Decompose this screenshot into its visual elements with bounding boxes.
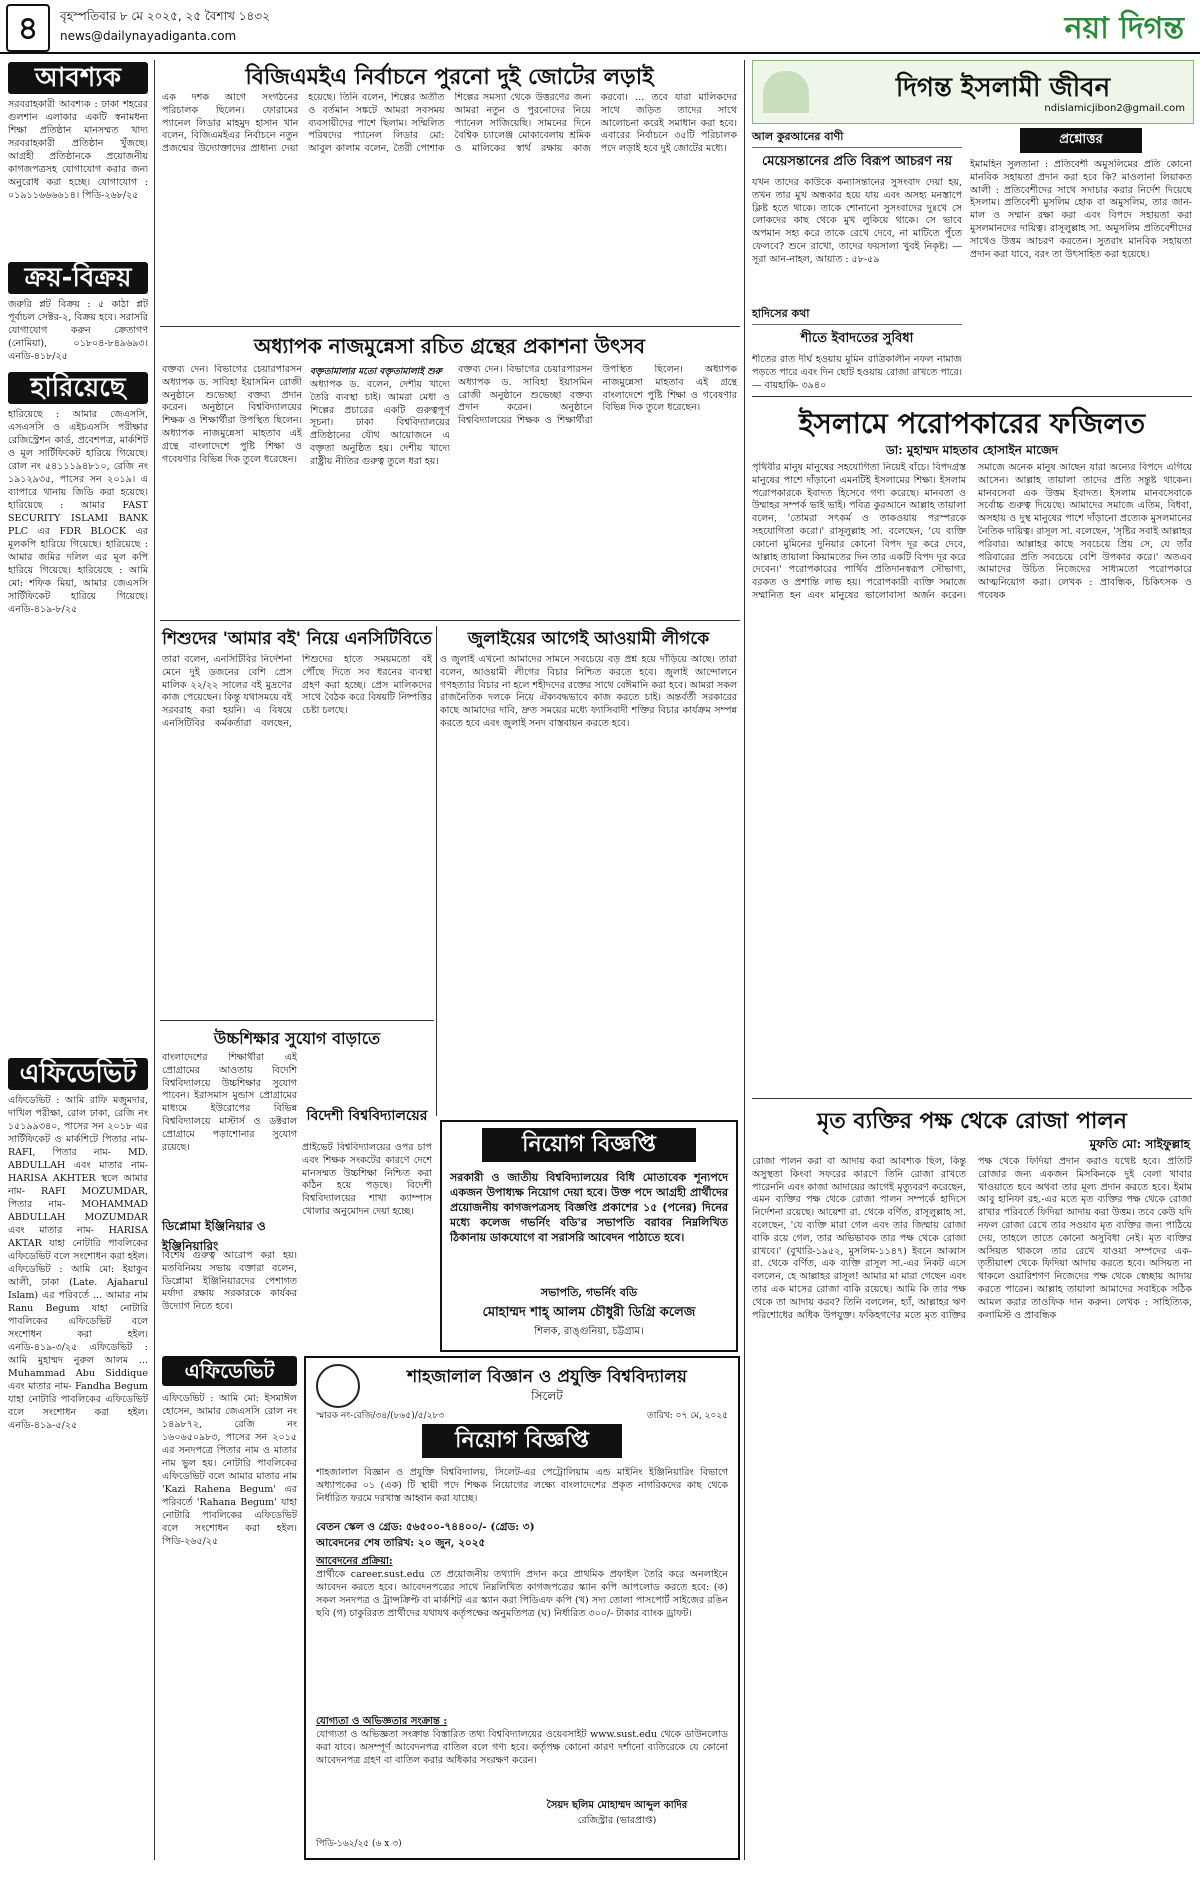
- story2-subhead: বক্তৃতামালার মতো বক্তৃতামালাই শুরু: [310, 367, 442, 377]
- notice2-qual-text: যোগ্যতা ও অভিজ্ঞতা সংক্রান্ত বিস্তারিত তথ্য বিশ্ববিদ্যালয়ের ওয়েবসাইট www.sust.edu থেকে ডাউনলোড করা যাবে। অসম্পূর্ণ আবেদনপত্র বাতিল বলে গণ্য হবে। কর্তৃপক্ষ কোনো কারণ দর্শানো ব্যতিরেকে যে কোনো আবেদনপত্র গ্রহণ বা বাতিল করার অধিকার সংরক্ষণ করেন।: [316, 1729, 728, 1766]
- affidavit-text: এফিডেভিট : আমি রাফি মজুমদার, দাখিল পরীক্ষা, রোল ঢাকা, রেজি নং ১৫১৯৯৩৪০, পাসের সন ২০১৮ এর সার্টিফিকেট ও মার্কশিটে পিতার নাম- RAFI, পিতার নাম- MD. ABDULLAH এবং মাতার নাম- HARISA AKHTER স্থলে আমার নাম- RAFI MOZUMDAR, পিতার নাম- MOHAMMAD ABDULLAH MOZUMDAR এবং মাতার নাম- HARISA AKTAR যাহা নোটারি পাবলিকের এফিডেভিট বলে সংশোধন করা হইল। এফিডেভিট : আমি মো: ইয়াকুব আলী, ঢাকা (Late. Ajaharul Islam) এর পরিবর্তে ... আমার নাম Ranu Begum যাহা নোটারি পাবলিকের এফিডেভিট বলে সংশোধন করা হইল। এনডি-৪১৯-৩/২৫ এফিডেভিট : আমি মুহাম্মদ নুরুল আলম ... Muhammad Abu Siddique এবং মাতার নাম- Fandha Begum যাহা নোটারি পাবলিকের এফিডেভিট বলে সংশোধন করা হইল। এনডি-৪১৯-৫/২৫: [8, 1095, 148, 1431]
- islam-band-title: দিগন্ত ইসলামী জীবন: [895, 73, 1111, 103]
- university-seal-icon: [316, 1364, 360, 1408]
- story2-body2: অধ্যাপক ড. বলেন, দেশীয় খাদ্যে তৈরি ব্যবস্থা চাই। আমরা মেধা ও শিল্পের প্রচারের একটি গুরুত্বপূর্ণ সূচনা। ঢাকা বিশ্ববিদ্যালয়ের প্রতিষ্ঠানের যৌথ আয়োজনে এ বক্তৃতা অনুষ্ঠিত হয়। দেশীয় খাদ্যে রাষ্ট্রীয় নীতির গুরুত্ব তুলে ধরা হয়।: [310, 379, 450, 467]
- notice2-apply-title: আবেদনের প্রক্রিয়া:: [316, 1556, 393, 1567]
- notice2-date: তারিখ: ০৭ মে, ২০২৫: [646, 1411, 728, 1421]
- hadith-label: হাদিসের কথা: [752, 305, 962, 325]
- mosque-icon: [763, 71, 809, 113]
- story5-body: বাংলাদেশের শিক্ষার্থীরা এই প্রোগ্রামের আওতায় বিদেশি বিশ্ববিদ্যালয়ে উচ্চশিক্ষার সুযোগ পাবেন। ইরাসমাস মুন্ডাস প্রোগ্রামের মাধ্যমে ইউরোপের বিভিন্ন বিশ্ববিদ্যালয়ে মাস্টার্স ও ডক্টরাল প্রোগ্রামে পড়াশোনার সুযোগ রয়েছে।: [162, 1052, 297, 1153]
- classified-column: [8, 62, 148, 1894]
- column-rule: [436, 626, 437, 1116]
- page-number: ৪: [6, 4, 50, 52]
- column-rule: [154, 60, 155, 1860]
- qa-label: প্রশ্নোত্তর: [1020, 128, 1142, 153]
- story4-body: ও জুলাই এখনো আমাদের সামনে সবচেয়ে বড় প্রশ্ন হয়ে দাঁড়িয়ে আছে। তারা বলেন, আওয়ামী লীগের বিচার নিশ্চিত করতে হবে। জুলাই আন্দোলনে গণহত্যার বিচার না হলে শহীদদের রক্তের সাথে বেঈমানি করা হবে। আমরা সকল রাজনৈতিক দলকে নিয়ে ঐক্যবদ্ধভাবে কাজ করতে চাই। অন্তর্বর্তী সরকারের কাছে আমাদের দাবি, দ্রুত সময়ের মধ্যে ফ্যাসিবাদী শক্তির বিচার কার্যক্রম সম্পন্ন করতে হবে এবং জুলাই সনদ বাস্তবায়ন করতে হবে।: [440, 654, 737, 729]
- notice2-university: শাহজালাল বিজ্ঞান ও প্রযুক্তি বিশ্ববিদ্যালয়: [407, 1367, 687, 1387]
- story2-body3: বক্তব্য দেন। বিভাগের চেয়ারপারসন অধ্যাপক ড. সাবিহা ইয়াসমিন রোজী অনুষ্ঠানে শুভেচ্ছা বক্তব্য প্রদান করেন। অনুষ্ঠানে বিশ্ববিদ্যালয়ের শিক্ষক ও শিক্ষার্থীরা উপস্থিত ছিলেন। অধ্যাপক নাজমুন্নেসা মাহতাব এই গ্রন্থে বাংলাদেশে পুষ্টি শিক্ষা ও গবেষণার বিভিন্ন দিক তুলে ধরেছেন।: [458, 364, 737, 427]
- rule: [752, 1098, 1192, 1099]
- wanted-heading: আবশ্যক: [8, 62, 148, 94]
- newspaper-logo: নয়া দিগন্ত: [1064, 11, 1184, 46]
- quran-title: মেয়েসন্তানের প্রতি বিরূপ আচরণ নয়: [762, 154, 952, 169]
- story1-headline: বিজিএমইএ নির্বাচনে পুরনো দুই জোটের লড়াই: [245, 65, 654, 90]
- fast-author: মুফতি মো: সাইফুল্লাহ: [1089, 1137, 1190, 1151]
- notice2-code: পিডি-১৬২/২৫ (৬ x ৩): [316, 1839, 402, 1849]
- rule: [160, 620, 740, 621]
- story2-col2: [310, 364, 450, 614]
- notice2-signer-role: রেজিস্ট্রার (ভারপ্রাপ্ত): [577, 1815, 657, 1826]
- affidavit2-heading: এফিডেভিট: [162, 1356, 297, 1386]
- story5-body2: বিশেষ গুরুত্ব আরোপ করা হয়। মতবিনিময় সভায় বক্তারা বলেন, ডিপ্লোমা ইঞ্জিনিয়ারদের পেশাগত মর্যাদা রক্ষায় সরকারকে কার্যকর উদ্যোগ নিতে হবে।: [162, 1250, 297, 1313]
- qa-text: ইমামহিন সুলতানা : প্রতিবেশী অমুসলিমের প্রতি কোনো মানবিক সহায়তা প্রদান করা হবে কি? মাওলানা লিয়াকত আলী : প্রতিবেশীদের সাথে সদাচার করার নির্দেশ দিয়েছে ইসলাম। প্রতিবেশী মুসলিম হোক বা অমুসলিম, তার জান-মাল ও সম্মান রক্ষা করা এবং বিপদে সহায়তা করা মুসলমানদের দায়িত্ব। রাসূলুল্লাহ সা. অমুসলিম প্রতিবেশীদের সাথেও উত্তম আচরণ করতেন। সুতরাং মানবিক সহায়তা প্রদান করা যাবে, বরং তা উৎসাহিত করা হয়েছে।: [970, 159, 1192, 260]
- story5-subhead: ডিপ্লোমা ইঞ্জিনিয়ার ও ইঞ্জিনিয়ারিং: [162, 1219, 266, 1253]
- story2-body: বক্তব্য দেন। বিভাগের চেয়ারপারসন অধ্যাপক ড. সাবিহা ইয়াসমিন রোজী অনুষ্ঠানে শুভেচ্ছা বক্তব্য প্রদান করেন। অনুষ্ঠানে বিশ্ববিদ্যালয়ের শিক্ষক ও শিক্ষার্থীরা উপস্থিত ছিলেন। অধ্যাপক নাজমুন্নেসা মাহতাব এই গ্রন্থে বাংলাদেশে পুষ্টি শিক্ষা ও গবেষণার বিভিন্ন দিক তুলে ধরেছেন।: [162, 364, 302, 465]
- story5-headline: উচ্চশিক্ষার সুযোগ বাড়াতে: [213, 1029, 381, 1048]
- fast-title: মৃত ব্যক্তির পক্ষ থেকে রোজা পালন: [817, 1109, 1127, 1134]
- quran-box: [752, 128, 962, 390]
- header-rule: [0, 52, 1200, 54]
- story3-body: তারা বলেন, এনসিটিবির নির্দেশনা মেনে দুই ডজনের বেশি প্রেস মালিক ২২/২২ সালের বই মুদ্রণের কাজ পেয়েছেন। কিন্তু যথাসময়ে বই সরবরাহ করা হয়নি। এ বিষয়ে এনসিটিবির কর্মকর্তারা বলছেন, শিশুদের হাতে সময়মতো বই পৌঁছে দিতে সব ধরনের ব্যবস্থা গ্রহণ করা হচ্ছে। প্রেস মালিকদের সাথে বৈঠক করে বিষয়টি নিষ্পত্তির চেষ্টা চলছে।: [162, 654, 432, 729]
- story6-body: প্রাইভেট বিশ্ববিদ্যালয়ের ওপর চাপ এবং শিক্ষক সংকটের কারণে দেশে মানসম্মত উচ্চশিক্ষা নিশ্চিত করা কঠিন হয়ে পড়ছে। বিদেশী বিশ্ববিদ্যালয়ের শাখা ক্যাম্পাস খোলার অনুমোদন দেয়া হচ্ছে।: [302, 1142, 432, 1217]
- trade-text: জরুরি প্লট বিক্রয় : ৫ কাঠা প্লট পূর্বাচল সেক্টর-২, বিক্রয় হবে। সরাসরি যোগাযোগ করুন ক্রেতাগণ (নোমিয়া), ০১৮০৪-৮৪৯৬৯৩। এনডি-৪১৮/২৫: [8, 299, 148, 362]
- rule: [752, 396, 1192, 397]
- dateline: [60, 6, 270, 46]
- email-text[interactable]: news@dailynayadiganta.com: [60, 29, 237, 43]
- hadith-title: শীতে ইবাদতের সুবিধা: [800, 331, 914, 346]
- notice2-pay: বেতন স্কেল ও গ্রেড: ৫৬৫০০-৭৪৪০০/- (গ্রেড: ৩): [316, 1521, 535, 1533]
- notice2-box: [304, 1356, 740, 1860]
- notice2-ref: স্মারক নং-রেজি/৩৪/(৮৬৫)/৫/২৮৩: [316, 1411, 445, 1421]
- notice1-title: নিয়োগ বিজ্ঞপ্তি: [482, 1128, 696, 1162]
- rule: [160, 1020, 434, 1021]
- islam-band: [752, 60, 1194, 124]
- notice1-signer: সভাপতি, গভর্নিং বডি: [540, 1286, 638, 1299]
- story6-headline: বিদেশী বিশ্ববিদ্যালয়ের: [306, 1108, 428, 1124]
- notice1-college: মোহাম্মদ শাহ্ আলম চৌধুরী ডিগ্রি কলেজ: [482, 1305, 696, 1320]
- column-rule: [744, 60, 745, 1860]
- notice2-title: নিয়োগ বিজ্ঞপ্তি: [422, 1424, 622, 1458]
- notice2-qual-title: যোগ্যতা ও অভিজ্ঞতার সংক্রান্ত :: [316, 1716, 448, 1727]
- wanted-text: সরবরাহকারী আবশ্যক : ঢাকা শহরের গুলশান এলাকার একটি স্বনামধন্য শিক্ষা প্রতিষ্ঠান মানসম্মত খাদ্য সরবরাহকারী প্রতিষ্ঠান খুঁজছে। আগ্রহী প্রতিষ্ঠানকে প্রয়োজনীয় কাগজপত্রসহ যোগাযোগ করার জন্য অনুরোধ করা হচ্ছে। যোগাযোগ : ০১৯১১৬৬৬৬১৪। পিডি-২৬৮/২৫: [8, 99, 148, 201]
- notice2-city: সিলেট: [531, 1389, 563, 1403]
- story1-body: এক দশক আগে সংগঠনের পরিচালক ছিলেন। ফোরামের প্যানেল লিডার মাহমুদ হাসান খান বলেন, বিজিএমইএর নির্বাচনে নতুন প্রজন্মের উদ্যোক্তাদের প্রাধান্য দেয়া হয়েছে। তিনি বলেন, শিল্পের অতীত ও বর্তমান সঙ্কটে আমরা সবসময় ব্যবসায়ীদের পাশে ছিলাম। সম্মিলিত পরিষদের প্যানেল লিডার মো: আবুল কালাম বলেন, তৈরী পোশাক শিল্পের সমস্যা থেকে উত্তরণের জন্য আমরা নতুন ও পুরনোদের নিয়ে প্যানেল সাজিয়েছি। সামনের দিনে বৈশ্বিক চ্যালেঞ্জ মোকাবেলায় শ্রমিক ও মালিকের স্বার্থ রক্ষায় কাজ করবো। ... তবে যারা মালিকদের সাথে জড়িত তাদের সাথে আলোচনা করেই সমাধান করা হবে। এবারের নির্বাচনে ৩৫টি পরিচালক পদে লড়াই হবে দুই জোটের মধ্যে।: [162, 92, 737, 155]
- story2-headline: অধ্যাপক নাজমুন্নেসা রচিত গ্রন্থের প্রকাশনা উৎসব: [254, 334, 645, 358]
- islam-main-text: পৃথিবীর মানুষ মানুষের সহযোগিতা নিয়েই বাঁচে। বিপদগ্রস্ত মানুষের পাশে দাঁড়ানো এমনটিই ইসলামের শিক্ষা। ইসলাম পরোপকারকে ইবাদত হিসেবে গণ্য করেছে। মানবতা ও উম্মাহর সম্পর্ক ভাই ভাই। পবিত্র কুরআনে আল্লাহ তায়ালা বলেন, 'তোমরা সৎকর্ম ও তাকওয়ায় পরস্পরকে সহযোগিতা করো।' রাসূলুল্লাহ সা. বলেছেন, 'যে ব্যক্তি কোনো মুমিনের দুনিয়ার কোনো বিপদ দূর করে দেবে, আল্লাহ তায়ালা কিয়ামতের দিন তার একটি বিপদ দূর করে দেবেন।' পরোপকারের পার্থিব প্রতিদানস্বরূপ সৌভাগ্য, বরকত ও প্রশান্তি লাভ হয়। পরোপকারী ব্যক্তি সমাজে সম্মানিত হন এবং মানুষের ভালোবাসা অর্জন করেন। সমাজে অনেক মানুষ আছেন যারা অন্যের বিপদে এগিয়ে আসেন। আল্লাহ তায়ালা তাদের প্রতি সন্তুষ্ট থাকেন। মানবসেবা এক উত্তম ইবাদত। ইসলাম মানবসেবাকে সর্বোচ্চ গুরুত্ব দিয়েছে। আমাদের সমাজে এতিম, বিধবা, অসহায় ও দুস্থ মানুষের পাশে দাঁড়ানো প্রত্যেক মুসলমানের নৈতিক দায়িত্ব। রাসূল সা. বলেছেন, 'সৃষ্টির সবাই আল্লাহর পরিবার। আল্লাহর কাছে সবচেয়ে প্রিয় সে, যে তাঁর পরিবারের প্রতি সবচেয়ে বেশি উপকার করে।' অতএব আমাদের উচিত নিজেদের সাধ্যমতো পরোপকারে আত্মনিয়োগ করা। লেখক : প্রাবন্ধিক, চিকিৎসক ও গবেষক: [752, 462, 1192, 601]
- notice1-address: শিলক, রাঙ্গুনিয়া, চট্টগ্রাম।: [534, 1326, 644, 1337]
- notice1-box: [440, 1120, 738, 1352]
- notice2-signer: সৈয়দ ছলিম মোহাম্মদ আব্দুল কাদির: [546, 1800, 688, 1811]
- hadith-text: শীতের রাত দীর্ঘ হওয়ায় মুমিন রাত্রিকালীন নফল নামাজ পড়তে পারে এবং দিন ছোট হওয়ায় রোজা রাখতে পারে। — বায়হাকি- ৩৯৪০: [752, 354, 962, 391]
- rule: [160, 326, 740, 327]
- notice2-intro: শাহজালাল বিজ্ঞান ও প্রযুক্তি বিশ্ববিদ্যালয়, সিলেট-এর পেট্রোলিয়াম এন্ড মাইনিং ইঞ্জিনিয়ারিং বিভাগে অধ্যাপকের ০১ (এক) টি স্থায়ী পদে শিক্ষক নিয়োগের লক্ষ্যে বাংলাদেশের প্রকৃত নাগরিকদের কাছ থেকে নির্ধারিত ফরমে দরখাস্ত আহ্বান করা যাচ্ছে।: [316, 1467, 728, 1504]
- qa-box: [970, 128, 1192, 390]
- quran-label: আল কুরআনের বাণী: [752, 128, 962, 148]
- affidavit-heading: এফিডেভিট: [8, 1058, 148, 1090]
- trade-heading: ক্রয়-বিক্রয়: [8, 262, 148, 294]
- notice2-apply-text: প্রার্থীকে career.sust.edu তে প্রয়োজনীয় তথ্যাদি প্রদান করে প্রাথমিক প্রফাইল তৈরি করে অনলাইনে আবেদন করতে হবে। আবেদনপত্রের সাথে নিম্নলিখিত কাগজপত্রের স্ক্যান কপি আপলোড করতে হবে: (ক) সকল সনদপত্র ও ট্রান্সক্রিপ্ট বা মার্কশিট এর স্ক্যান করা পিডিএফ কপি (খ) সদ্য তোলা পাসপোর্ট সাইজের রঙিন ছবি (গ) চাকুরিরত প্রার্থীদের যথাযথ কর্তৃপক্ষের অনুমতিপত্র (ঘ) নির্ধারিত ৩০০/- টাকার ব্যাংক ড্রাফট।: [316, 1569, 728, 1619]
- islam-email[interactable]: ndislamicjibon2@gmail.com: [1044, 103, 1185, 114]
- quran-text: যখন তাদের কাউকে কন্যাসন্তানের সুসংবাদ দেয়া হয়, তখন তার মুখ অন্ধকার হয়ে যায় এবং অসহ্য মনস্তাপে ক্লিষ্ট হতে থাকে। তাকে শোনানো সুসংবাদের দুঃখে সে লোকদের কাছ থেকে মুখ লুকিয়ে থাকে। সে ভাবে অপমান সহ্য করে তাকে রেখে দেবে, না মাটিতে পুঁতে ফেলবে? শুনে রাখো, তাদের ফয়সালা খুবই নিকৃষ্ট। — সূরা আন-নাহল, আয়াত : ৫৮-৫৯: [752, 177, 962, 265]
- affidavit2-text: এফিডেভিট : আমি মো: ইসমাঈল হোসেন, আমার জেএসসি রোল নং ১৪৯৮৭২, রেজি নং ১৬০৬৫০৯৮৩, পাসের সন ২০১৫ এর সনদপত্রে পিতার নাম ও মাতার নাম ভুল হয়। নোটারি পাবলিকের এফিডেভিট বলে আমার মাতার নাম 'Kazi Rahena Begum' এর পরিবর্তে 'Rahana Begum' যাহা নোটারি পাবলিকের এফিডেভিট বলে সংশোধন করা হইল। পিডি-২৬৫/২৫: [162, 1393, 297, 1547]
- notice1-body: সরকারী ও জাতীয় বিশ্ববিদ্যালয়ের বিধি মোতাবেক শূন্যপদে একজন উপাধ্যক্ষ নিয়োগ দেয়া হবে। উক্ত পদে আগ্রহী প্রার্থীদের প্রয়োজনীয় কাগজপত্রসহ বিজ্ঞপ্তি প্রকাশের ১৫ (পনের) দিনের মধ্যে কলেজ গভর্নিং বডি'র সভাপতি বরাবর নিম্নলিখিত ঠিকানায় ডাকযোগে বা সরাসরি আবেদন পাঠাতে হবে।: [450, 1171, 728, 1244]
- story4-headline: জুলাইয়ের আগেই আওয়ামী লীগকে: [467, 629, 710, 649]
- fast-text: রোজা পালন করা বা আদায় করা আবশ্যক ছিল, কিন্তু অসুস্থতা কিংবা সফরের কারণে তিনি রোজা রাখতে পারেননি এবং কাজা আদায়ের আগেই মৃত্যুবরণ করেছেন, এমন ব্যক্তির পক্ষ থেকে রোজা পালন সম্পর্কে হাদিসে নির্দেশনা রয়েছে। আয়েশা রা. থেকে বর্ণিত, রাসূলুল্লাহ সা. বলেছেন, 'যে ব্যক্তি মারা গেল এবং তার জিম্মায় রোজা বাকি রয়ে গেল, তার অভিভাবক তার পক্ষ থেকে রোজা রাখবে।' (বুখারি-১৯৫২, মুসলিম-১১৪৭) ইবনে আব্বাস রা. থেকে বর্ণিত, এক ব্যক্তি রাসূল সা.-এর নিকট এসে বললেন, হে আল্লাহর রাসূল! আমার মা মারা গেছেন এবং তার এক মাসের রোজা বাকি রয়েছে। আমি কি তার পক্ষ থেকে তা আদায় করব? তিনি বললেন, হ্যাঁ, আল্লাহর ঋণ পরিশোধের অধিক উপযুক্ত। ফকিহগণের মতে মৃত ব্যক্তির পক্ষ থেকে ফিদিয়া প্রদান করাও যথেষ্ট হবে। প্রতিটি রোজার জন্য একজন মিসকিনকে দুই বেলা খাবার খাওয়াতে হবে অথবা তার মূল্য প্রদান করতে হবে। ইমাম আবু হানিফা রহ.-এর মতে মৃত ব্যক্তির পক্ষ থেকে রোজা রাখার পরিবর্তে ফিদিয়া আদায় করা উত্তম। তবে কেউ যদি নফল রোজা রেখে তার সওয়াব মৃত ব্যক্তির জন্য পাঠিয়ে দেয়, তাহলে তাতে কোনো অসুবিধা নেই। মৃত ব্যক্তির অসিয়ত থাকলে তার রেখে যাওয়া সম্পদের এক-তৃতীয়াংশ থেকে ফিদিয়া আদায় করতে হবে। অসিয়ত না থাকলে ওয়ারিশগণ নিজেদের পক্ষ থেকে স্বেচ্ছায় আদায় করতে পারেন। আল্লাহ তায়ালা আমাদের সবাইকে সঠিক আমল করার তাওফিক দান করুন। লেখক : সাহিত্যিক, কলামিস্ট ও প্রাবন্ধিক: [752, 1156, 1192, 1321]
- lost-heading: হারিয়েছে: [8, 372, 148, 404]
- lost-text: হারিয়েছে : আমার জেএসসি, এসএসসি ও এইচএসসি পরীক্ষার রেজিস্ট্রেশন কার্ড, প্রবেশপত্র, মার্কশিট ও মূল সার্টিফিকেট হারিয়ে গিয়েছে। রোল নং ৫৪১১১৯৪৮১০, রেজি নং ১৯১২৯৩৫, পাসের সন ২০১৯। এ ব্যাপারে থানায় জিডি করা হয়েছে। হারিয়েছে : আমার FAST SECURITY ISLAMI BANK PLC এর FDR BLOCK এর মূলকপি হারিয়ে গিয়েছে। হারিয়েছে : আমার জমির দলিল এর মূল কপি হারিয়ে গিয়েছে। হারিয়েছে : আমি মো: শফিক মিয়া, আমার জেএসসি সার্টিফিকেট হারিয়ে গিয়েছে। এনডি-৪১৯-৮/২৫: [8, 409, 148, 615]
- islam-main-author: ডা: মুহাম্মদ মাহতাব হোসাইন মাজেদ: [885, 443, 1059, 457]
- notice2-deadline: আবেদনের শেষ তারিখ: ২০ জুন, ২০২৫: [316, 1537, 486, 1549]
- story3-headline: শিশুদের 'আমার বই' নিয়ে এনসিটিবিতে: [162, 629, 432, 649]
- islam-main-title: ইসলামে পরোপকারের ফজিলত: [798, 407, 1146, 440]
- date-text: বৃহস্পতিবার ৮ মে ২০২৫, ২৫ বৈশাখ ১৪৩২: [60, 9, 270, 23]
